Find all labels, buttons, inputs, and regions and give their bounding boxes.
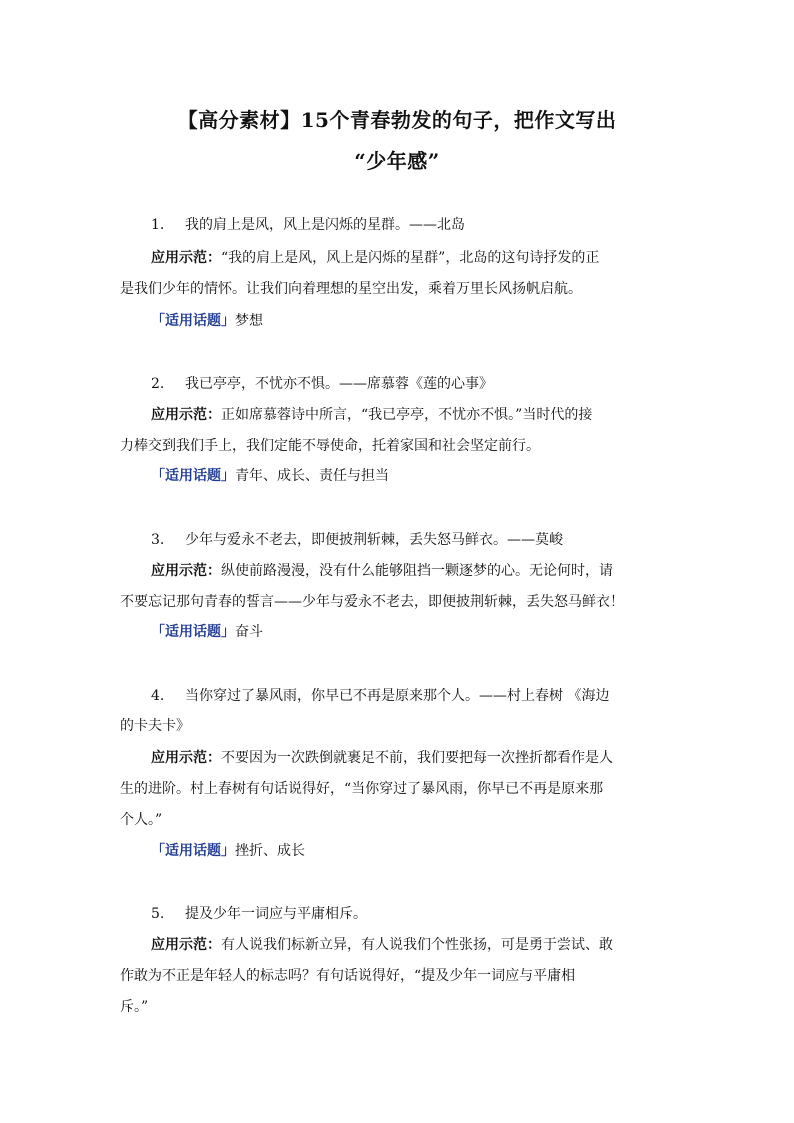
- example-line: 应用示范：有人说我们标新立异，有人说我们个性张扬，可是勇于尝试、敢: [151, 937, 613, 953]
- example-line: 不要忘记那句青春的誓言——少年与爱永不老去，即便披荆斩棘，丢失怒马鲜衣！: [120, 594, 624, 610]
- topic-line: 「适用话题」奋斗: [151, 624, 263, 640]
- example-label: 应用示范：: [151, 563, 221, 579]
- example-line: 个人。”: [120, 812, 163, 828]
- item-number: 4.: [151, 688, 165, 704]
- item-number: 1.: [151, 217, 165, 233]
- topic-label: 「适用话题」: [151, 624, 235, 640]
- example-line: 应用示范：“我的肩上是风，风上是闪烁的星群”，北岛的这句诗抒发的正: [151, 250, 600, 266]
- item-number: 2.: [151, 376, 165, 392]
- topic-line: 「适用话题」挫折、成长: [151, 843, 305, 859]
- example-label: 应用示范：: [151, 750, 221, 766]
- item-number: 5.: [151, 906, 165, 922]
- topic-line: 「适用话题」梦想: [151, 313, 263, 329]
- topic-line: 「适用话题」青年、成长、责任与担当: [151, 468, 389, 484]
- quote-line: 的卡夫卡》: [120, 718, 190, 734]
- example-line: 作敢为不正是年轻人的标志吗？有句话说得好，“提及少年一词应与平庸相: [120, 968, 576, 984]
- quote-line: 5. 提及少年一词应与平庸相斥。: [151, 906, 367, 922]
- quote-line: 3. 少年与爱永不老去，即便披荆斩棘，丢失怒马鲜衣。——莫峻: [151, 532, 563, 548]
- quote-line: 4. 当你穿过了暴风雨，你早已不再是原来那个人。——村上春树 《海边: [151, 688, 610, 704]
- page-title-line2: “少年感”: [354, 149, 440, 173]
- quote-line: 2. 我已亭亭，不忧亦不惧。——席慕蓉《莲的心事》: [151, 376, 493, 392]
- example-line: 是我们少年的情怀。让我们向着理想的星空出发，乘着万里长风扬帆启航。: [120, 281, 582, 297]
- topic-label: 「适用话题」: [151, 468, 235, 484]
- example-line: 应用示范：不要因为一次跌倒就裹足不前，我们要把每一次挫折都看作是人: [151, 750, 613, 766]
- example-line: 应用示范：纵使前路漫漫，没有什么能够阻挡一颗逐梦的心。无论何时，请: [151, 563, 613, 579]
- item-number: 3.: [151, 532, 165, 548]
- example-label: 应用示范：: [151, 407, 221, 423]
- topic-label: 「适用话题」: [151, 843, 235, 859]
- quote-line: 1. 我的肩上是风，风上是闪烁的星群。——北岛: [151, 217, 465, 233]
- example-line: 斥。”: [120, 999, 149, 1015]
- example-line: 力棒交到我们手上，我们定能不辱使命，托着家国和社会坚定前行。: [120, 438, 540, 454]
- example-label: 应用示范：: [151, 250, 221, 266]
- page-title: 【高分素材】15个青春勃发的句子，把作文写出: [177, 108, 617, 132]
- example-line: 应用示范：正如席慕蓉诗中所言，“我已亭亭，不忧亦不惧。”当时代的接: [151, 407, 593, 423]
- example-line: 生的进阶。村上春树有句话说得好，“当你穿过了暴风雨，你早已不再是原来那: [120, 781, 604, 797]
- topic-label: 「适用话题」: [151, 313, 235, 329]
- example-label: 应用示范：: [151, 937, 221, 953]
